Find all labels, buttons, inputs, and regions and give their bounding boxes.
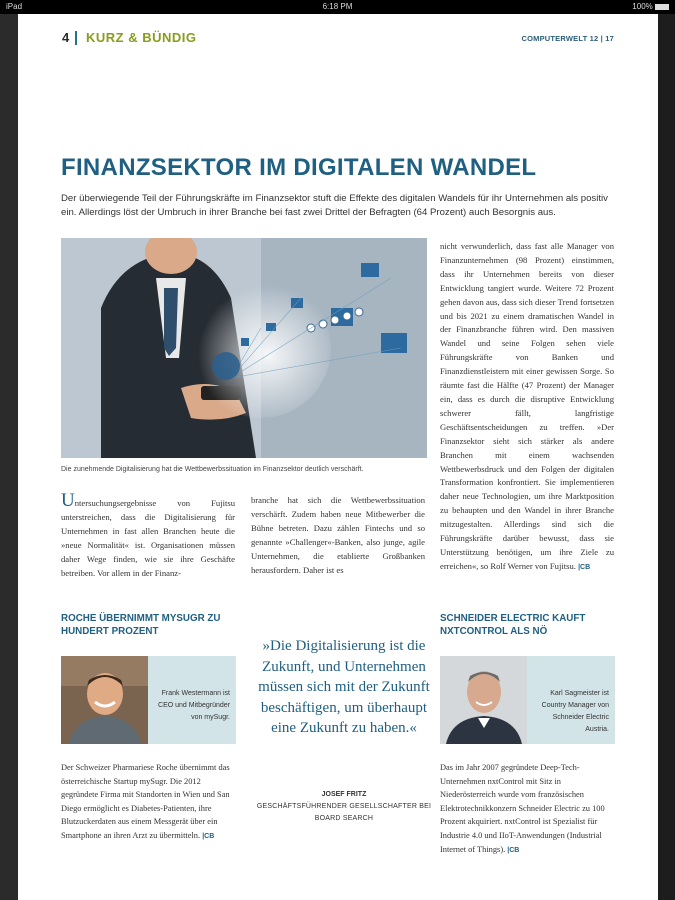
left-margin [0,14,18,900]
schneider-signature: |CB [507,846,520,854]
status-bar [0,0,675,14]
battery-icon [655,4,669,10]
article-column-1 [61,490,235,580]
column-3-text: nicht verwunderlich, dass fast alle Manager von Finanzunternehmen (98 Prozent) einstimmen, dass ihr Unternehmen bereits von dieser Entwicklung tangiert wurde. Weitere 72 Prozent gehen davon aus, dass sich dieser Trend fortsetzen und bis 2021 zu einem dramatischen Wandel in der Finanzbranche führen wird. Den massiven Wandel und seine Folgen sehen viele Führungskräfte von Banken und Finanzdienstleistern mit einer gewissen Sorge. So räumte fast die Hälfte (47 Prozent) der Manager ein, dass es durch die disruptive Entwicklung schwerer fällt, langfristige Geschäftsentscheidungen zu treffen. »Der Finanzsektor sieht sich stärker als andere Branchen mit einem wachsenden Wettbewerbsdruck und den Folgen der digitalen Transformation konfrontiert. Sie implementieren daher neue Technologien, um ihre Marktposition zu behaupten und den Wandel in ihrer Branche mitzugestalten. Allerdings sind sich die Führungskräfte darüber bewusst, dass sie Unterstützung benötigen, um ihre Ziele zu erreichen«, so Rolf Werner von Fujitsu. [440,241,614,571]
article-column-2: branche hat sich die Wettbewerbssituation verschärft. Zudem haben neue Mitbewerber die Bühne betreten. Dazu zählen Fintechs und so genannte »Challenger«-Banken, also junge, agile Unternehmen, die etablierte Großbanken herausfordern. Daher ist es [251,495,425,575]
issue-label: COMPUTERWELT 12 | 17 [521,34,614,43]
page-number: 4 [62,30,70,45]
portrait-sagmeister [440,656,527,744]
schneider-headline: SCHNEIDER ELECTRIC KAUFT NXTCONTROL ALS NÖ [440,613,586,637]
schneider-body [440,761,615,857]
article-lead: Der überwiegende Teil der Führungskräfte im Finanzsektor stuft die Effekte des digitalen Wandels für ihr Unternehmen als positiv ein. Allerdings löst der Umbruch in ihrer Branche bei fast zwei Drittel der Befragten (64 Prozent) auch Besorgnis aus. [61,193,608,218]
roche-body-text: Der Schweizer Pharmariese Roche übernimmt das österreichische Startup mySugr. Die 2012 gegründete Firma mit Standorten in Wien und San Diego ermöglicht es Diabetes-Patienten, ihre Blutzuckerdaten aus einem Messgerät über ein Smartphone an ihren Arzt zu übermitteln. [61,763,230,840]
portrait-caption-westermann: Frank Westermann ist CEO und Mitbegründer von mySugr. [148,656,236,744]
portrait-westermann [61,656,148,744]
roche-signature: |CB [202,832,215,840]
pull-quote: »Die Digitalisierung ist die Zukunft, und Unternehmen müssen sich mit der Zukunft beschäftigen, um überhaupt eine Zukunft zu haben.« [258,638,430,736]
roche-headline: ROCHE ÜBERNIMMT MYSUGR ZU HUNDERT PROZENT [61,613,221,637]
author-signature: |CB [578,563,591,571]
battery-percent: 100% [632,2,653,11]
carrier-label: iPad [6,2,23,11]
column-1-text: ntersuchungsergebnisse von Fujitsu unterstreichen, dass die Digitalisierung für Unternehmen in fast allen Branchen heute die »neue Normalität« ist. Organisationen müssen daher Wege finden, wie sie ihre Geschäfte betreiben. Vor allem in der Finanz- [61,498,235,578]
page-header [62,30,614,50]
section-title: KURZ & BÜNDIG [86,30,197,45]
quote-author-role: GESCHÄFTSFÜHRENDER GESELLSCHAFTER BEI BOARD SEARCH [256,803,432,822]
article-headline: FINANZSEKTOR IM DIGITALEN WANDEL [61,154,537,181]
magazine-page[interactable] [18,14,658,900]
right-margin [658,14,675,900]
businessman-smartphone-illustration [61,238,427,458]
quote-author: JOSEF FRITZ [321,791,367,798]
article-photo [61,238,427,458]
photo-caption: Die zunehmende Digitalisierung hat die Wettbewerbssituation im Finanzsektor deutlich verschärft. [61,466,364,473]
clock: 6:18 PM [322,2,353,11]
roche-body [61,761,236,844]
article-column-3 [440,240,614,575]
battery-indicator [632,2,669,11]
drop-cap: U [61,490,75,511]
schneider-body-text: Das im Jahr 2007 gegründete Deep-Tech-Unternehmen nxtControl mit Sitz in Niederösterreich wurde vom französischen Elektrotechnikkonzern Schneider Electric zu 100 Prozent akquiriert. nxtControl ist Spezialist für Industrie 4.0 und IIoT-Anwendungen (Industrial Internet of Things). [440,763,605,854]
header-divider [75,31,77,45]
portrait-caption-sagmeister: Karl Sagmeister ist Country Manager von Schneider Electric Austria. [527,656,615,744]
